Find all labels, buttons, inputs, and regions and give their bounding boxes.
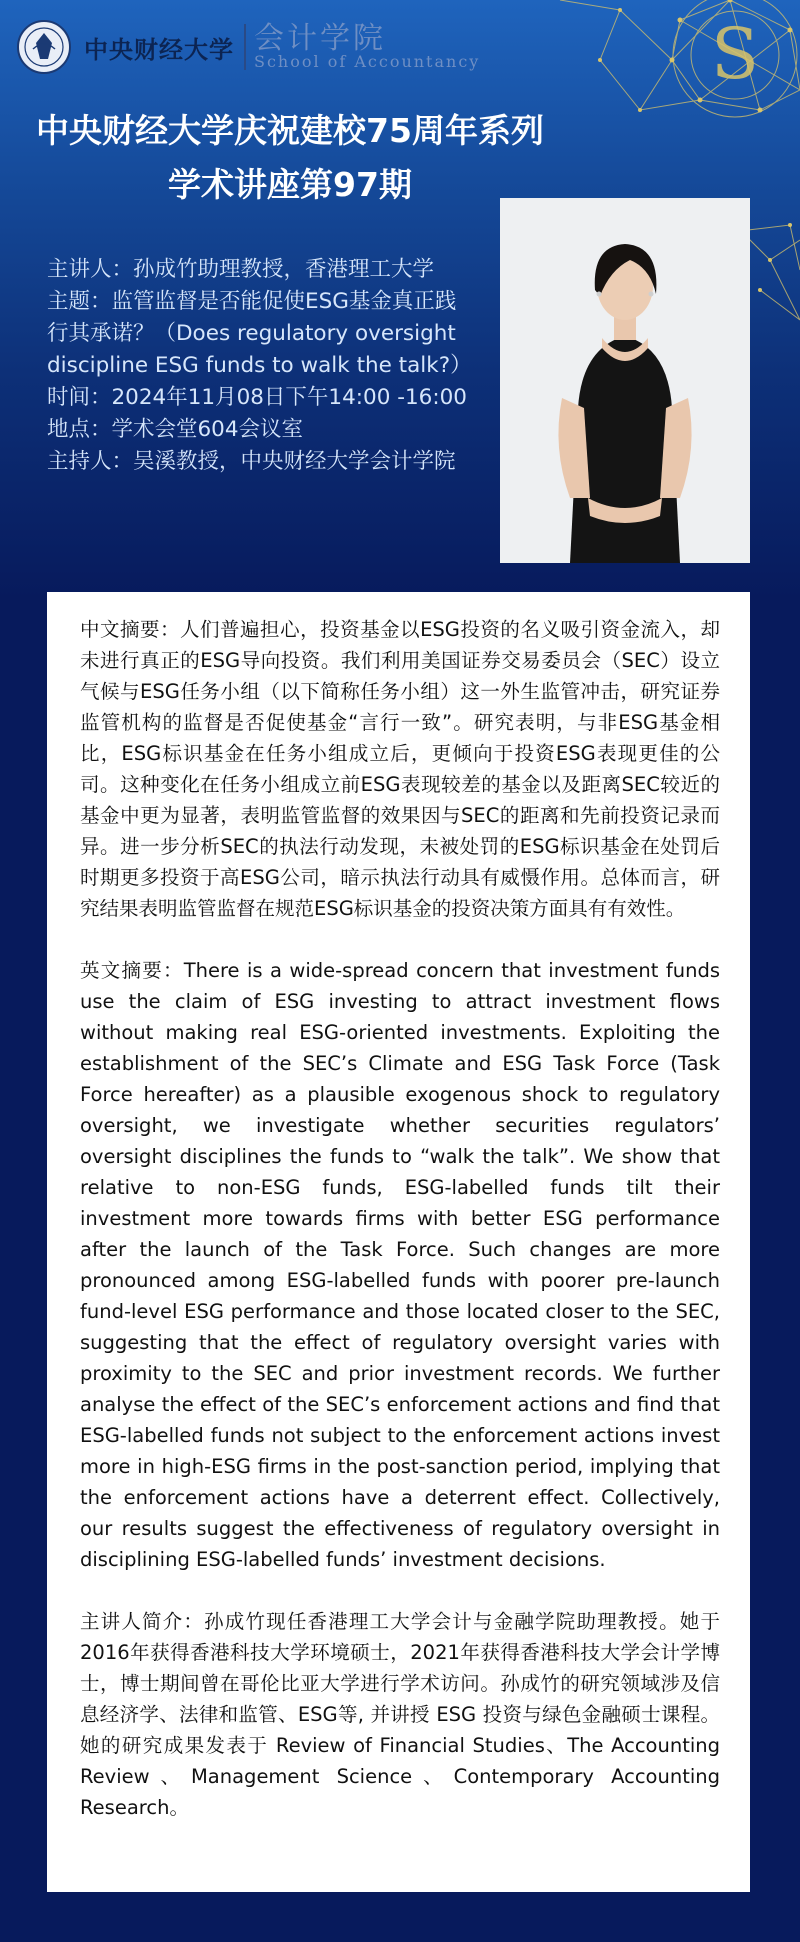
topic-line: 主题：监管监督是否能促使ESG基金真正践行其承诺？（Does regulatory oversight discipline ESG funds to walk the talk?） — [47, 289, 472, 378]
speaker-photo — [500, 198, 750, 563]
school-name — [254, 20, 481, 72]
university-name: 中央财经大学 — [84, 34, 234, 64]
hero-banner — [0, 0, 800, 600]
event-title-line-2: 学术讲座第97期 — [168, 165, 412, 204]
school-logo — [16, 16, 480, 78]
event-title-line-1: 中央财经大学庆祝建校75周年系列 — [36, 111, 544, 150]
speaker-portrait-illustration — [500, 198, 750, 563]
svg-text:S: S — [711, 13, 759, 95]
host-line: 主持人：吴溪教授，中央财经大学会计学院 — [47, 449, 456, 474]
logo-divider — [244, 24, 246, 70]
speaker-bio: 主讲人简介：孙成竹现任香港理工大学会计与金融学院助理教授。她于2016年获得香港科技大学环境硕士，2021年获得香港科技大学会计学博士，博士期间曾在哥伦比亚大学进行学术访问。孙成竹的研究领域涉及信息经济学、法律和监管、ESG等, 并讲授 ESG 投资与绿色金融硕士课程。她的研究成果发表于 Review of Financial Studies、The Accounting Review、Management Science、Contemporary Accounting Research。 — [80, 1610, 720, 1819]
event-info — [47, 254, 475, 478]
event-title — [0, 104, 580, 212]
content-card-body — [80, 614, 720, 1823]
school-name-cn: 会计学院 — [254, 20, 386, 56]
time-line: 时间：2024年11月08日下午14:00 -16:00 — [47, 385, 467, 410]
english-abstract: 英文摘要：There is a wide-spread concern that investment funds use the claim of ESG investing to attract investment flows without making real ESG-oriented investments. Exploiting the establishment of the SEC’s Climate and ESG Task Force (Task Force hereafter) as a plausible exogenous shock to regulatory oversight, we investigate whether securities regulators’ oversight disciplines the funds to “walk the talk”. We show that relative to non-ESG funds, ESG-labelled funds tilt their investment more towards firms with better ESG performance after the launch of the Task Force. Such changes are more pronounced among ESG-labelled funds with poorer pre-launch fund-level ESG performance and those located closer to the SEC, suggesting that the effect of regulatory oversight varies with proximity to the SEC and prior investment records. We further analyse the effect of the SEC’s enforcement actions and find that ESG-labelled funds not subject to the enforcement actions invest more in high-ESG firms in the post-sanction period, implying that the enforcement actions have a deterrent effect. Collectively, our results suggest the effectiveness of regulatory oversight in disciplining ESG-labelled funds’ investment decisions. — [80, 959, 720, 1571]
speaker-line: 主讲人：孙成竹助理教授，香港理工大学 — [47, 257, 435, 282]
venue-line: 地点：学术会堂604会议室 — [47, 417, 304, 442]
content-card — [47, 592, 750, 1892]
chinese-abstract: 中文摘要：人们普遍担心，投资基金以ESG投资的名义吸引资金流入，却未进行真正的ESG导向投资。我们利用美国证券交易委员会（SEC）设立气候与ESG任务小组（以下简称任务小组）这一外生监管冲击，研究证券监管机构的监督是否促使基金“言行一致”。研究表明，与非ESG基金相比，ESG标识基金在任务小组成立后，更倾向于投资ESG表现更佳的公司。这种变化在任务小组成立前ESG表现较差的基金以及距离SEC较近的基金中更为显著，表明监管监督的效果因与SEC的距离和先前投资记录而异。进一步分析SEC的执法行动发现，未被处罚的ESG标识基金在处罚后时期更多投资于高ESG公司，暗示执法行动具有威慑作用。总体而言，研究结果表明监管监督在规范ESG标识基金的投资决策方面具有有效性。 — [80, 618, 720, 920]
school-name-en: School of Accountancy — [254, 52, 481, 72]
university-seal-icon — [16, 19, 72, 75]
